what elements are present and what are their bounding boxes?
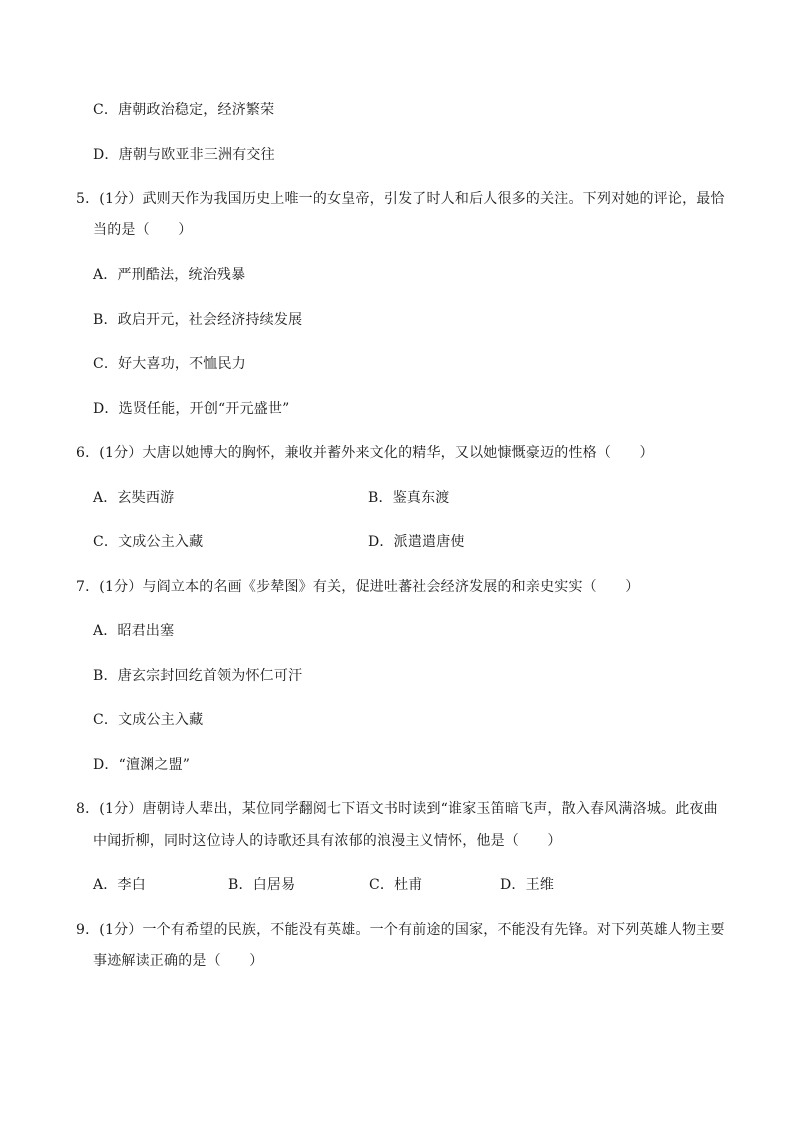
question-5-option-b: B．政启开元，社会经济持续发展 [93, 312, 303, 328]
question-6-option-c: C．文成公主入藏 [93, 534, 204, 550]
question-9-stem-cont: 事迹解读正确的是（ ） [93, 953, 264, 969]
question-6-option-a: A．玄奘西游 [93, 490, 175, 506]
question-8-option-a: A．李白 [93, 877, 146, 893]
question-7-option-c: C．文成公主入藏 [93, 712, 204, 728]
prev-option-c: C．唐朝政治稳定，经济繁荣 [93, 102, 275, 118]
question-7-option-b: B．唐玄宗封回纥首领为怀仁可汗 [93, 668, 303, 684]
question-5-option-a: A．严刑酷法，统治残暴 [93, 267, 246, 283]
question-7-option-a: A．昭君出塞 [93, 623, 175, 639]
question-8-stem-cont: 中闻折柳，同时这位诗人的诗歌还具有浓郁的浪漫主义情怀，他是（ ） [93, 833, 562, 849]
question-6-option-b: B．鉴真东渡 [368, 490, 450, 506]
question-5-option-c: C．好大喜功，不恤民力 [93, 356, 246, 372]
question-8-option-d: D．王维 [500, 877, 555, 893]
question-9-stem: 9．(1分）一个有希望的民族，不能没有英雄。一个有前途的国家，不能没有先锋。对下列英雄人物主要 [76, 922, 725, 938]
prev-option-d: D．唐朝与欧亚非三洲有交往 [93, 147, 275, 163]
question-8-stem: 8．(1分）唐朝诗人辈出，某位同学翻阅七下语文书时读到“谁家玉笛暗飞声，散入春风满洛城。此夜曲 [76, 801, 718, 817]
question-6-option-d: D．派遣遣唐使 [368, 534, 465, 550]
question-7-option-d: D．“澶渊之盟” [93, 757, 191, 773]
question-5-stem: 5．(1分）武则天作为我国历史上唯一的女皇帝，引发了时人和后人很多的关注。下列对她的评论，最恰 [76, 191, 725, 207]
question-8-option-b: B．白居易 [228, 877, 296, 893]
question-5-option-d: D．选贤任能，开创“开元盛世” [93, 401, 290, 417]
question-7-stem: 7．(1分）与阎立本的名画《步辇图》有关，促进吐蕃社会经济发展的和亲史实实（ ） [76, 579, 640, 595]
question-5-stem-cont: 当的是（ ） [93, 222, 193, 238]
question-6-stem: 6．(1分）大唐以她博大的胸怀，兼收并蓄外来文化的精华，又以她慷慨豪迈的性格（ ） [76, 445, 654, 461]
question-8-option-c: C．杜甫 [369, 877, 423, 893]
